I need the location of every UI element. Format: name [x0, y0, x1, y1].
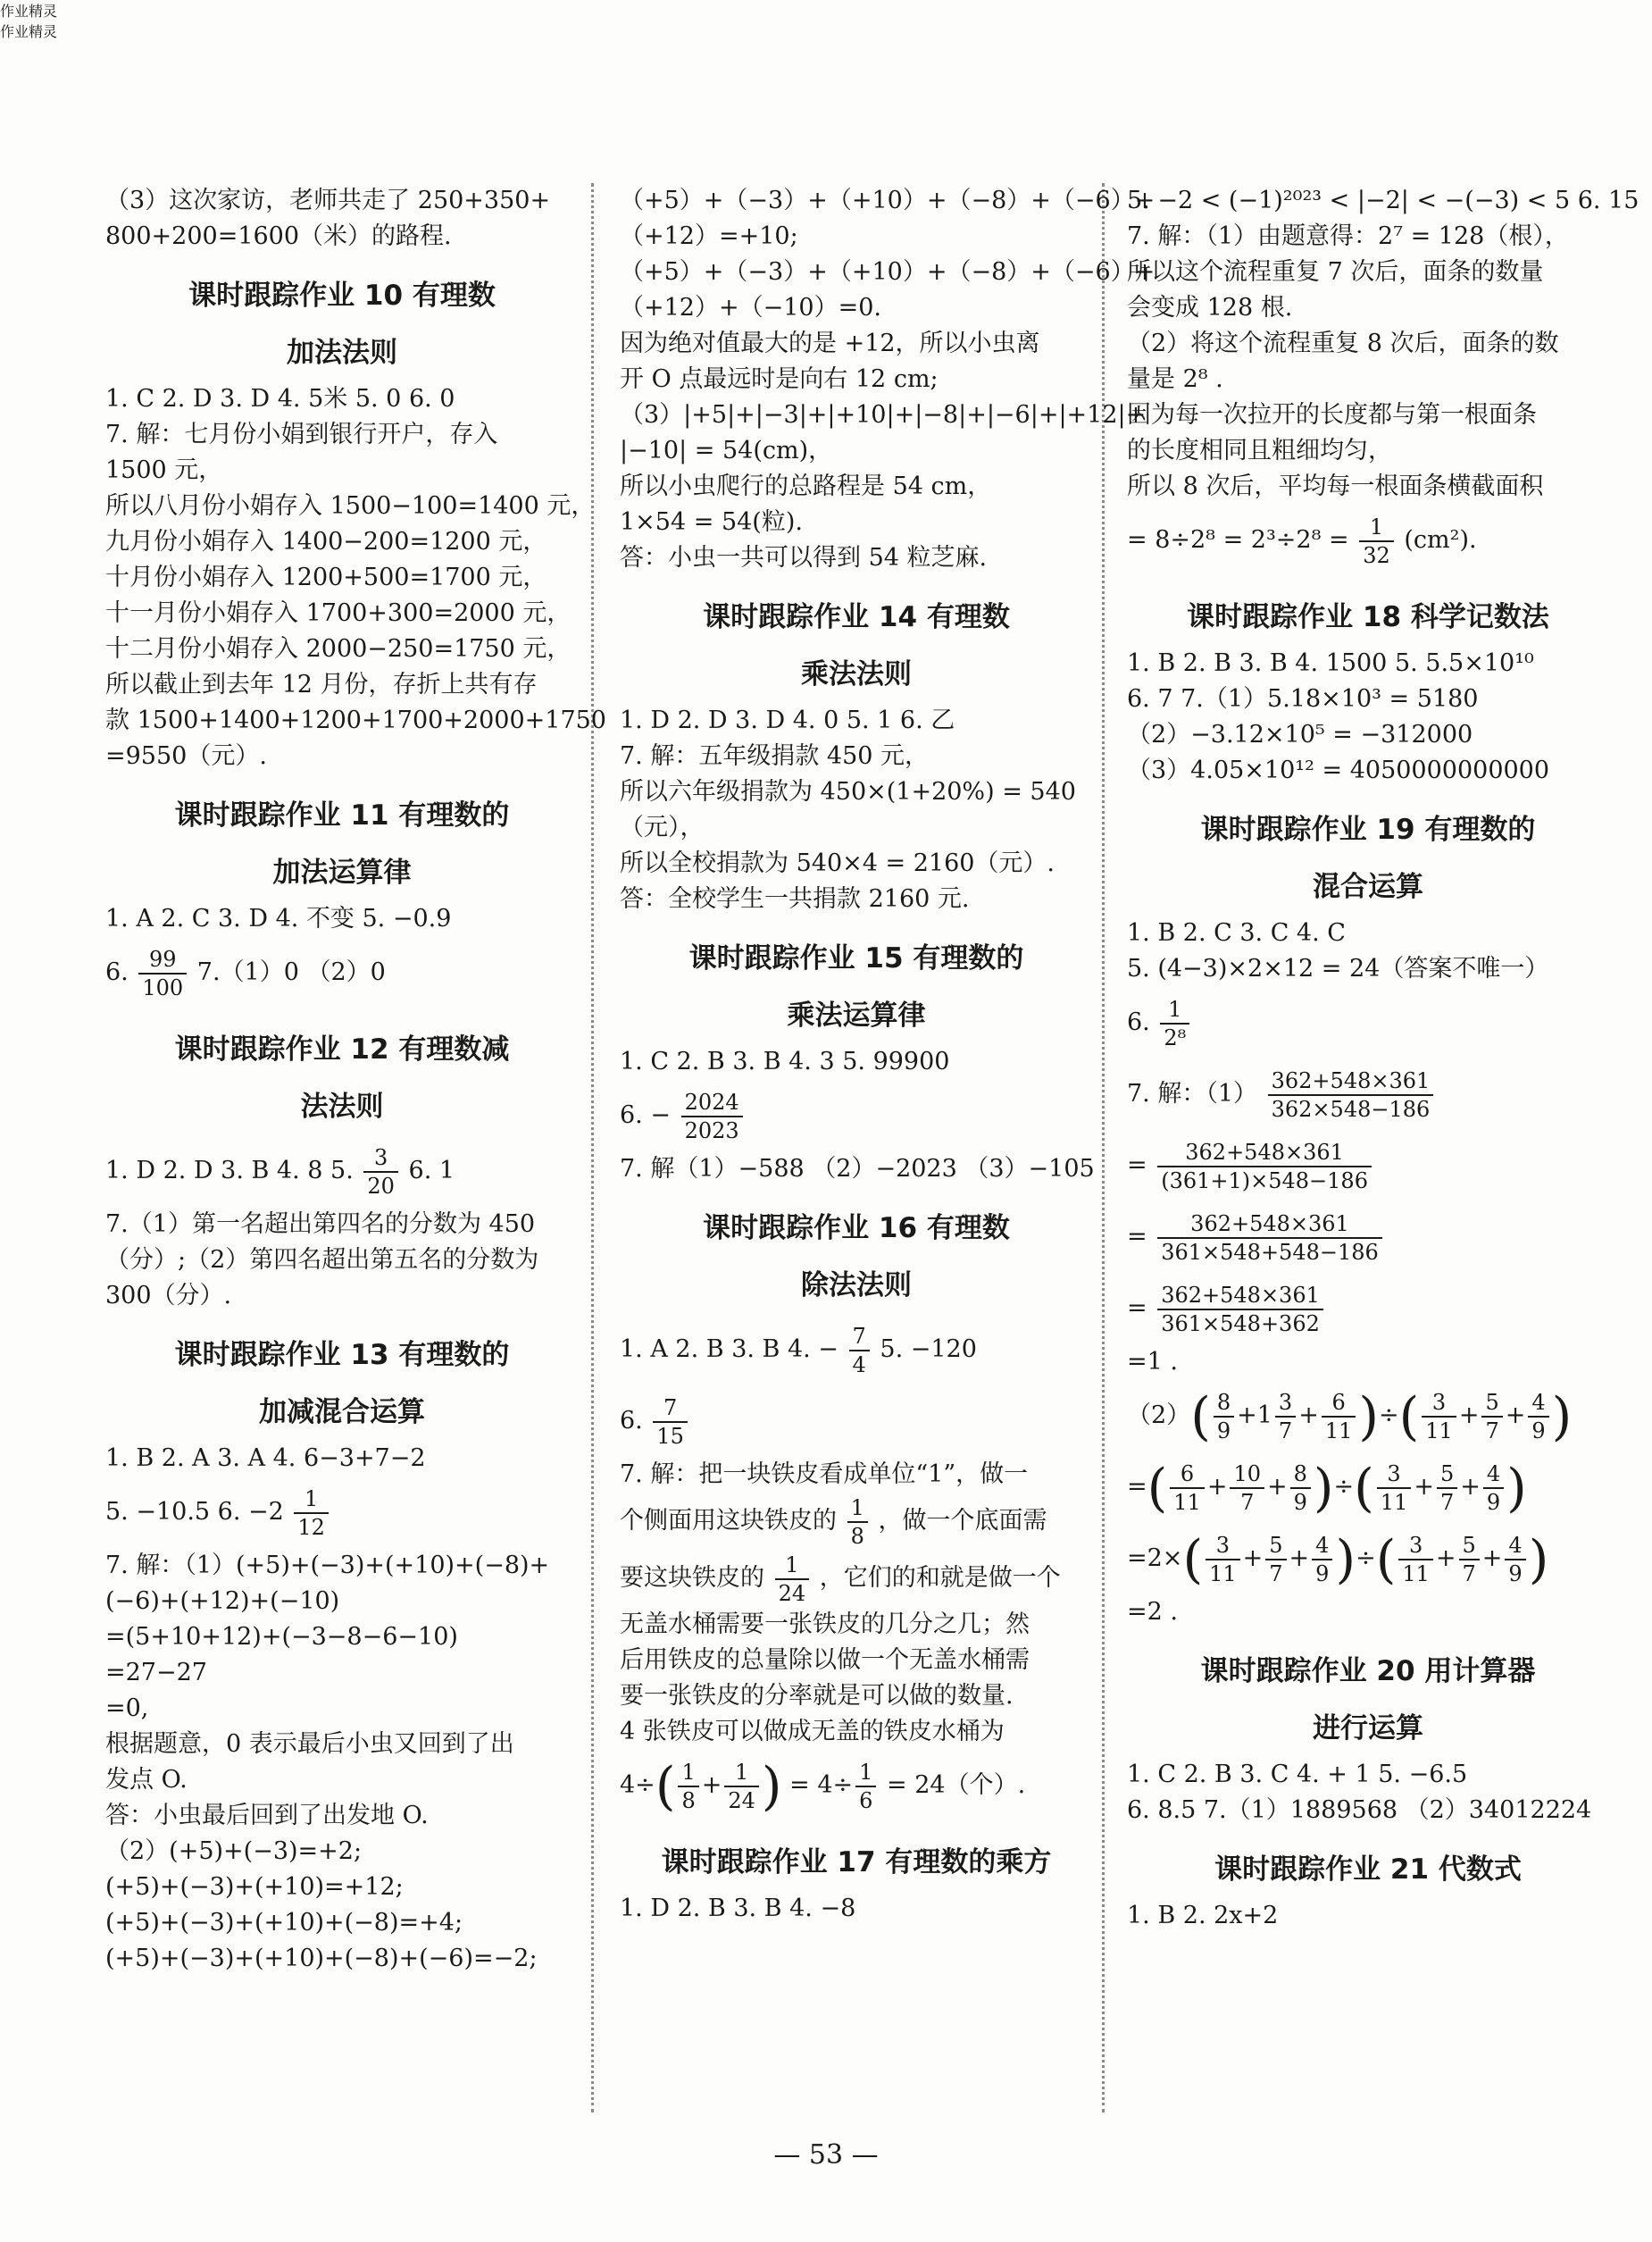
- text-line: 6. 7 7.（1）5.18×10³ = 5180: [1127, 685, 1479, 713]
- fraction: $\frac{6}{11}$: [1322, 1389, 1356, 1444]
- text-line: 无盖水桶需要一张铁皮的几分之几；然: [620, 1610, 1030, 1638]
- fraction: $\frac{1}{8}$: [847, 1494, 868, 1550]
- text-line: 1. B 2. A 3. A 4. 6−3+7−2: [105, 1444, 426, 1472]
- text-line: 1. D 2. D 3. D 4. 0 5. 1 6. 乙: [620, 707, 955, 734]
- section-heading: 加法法则: [287, 337, 397, 369]
- math-line: =2×( $\frac{3}{11}$ + $\frac{5}{7}$ + $\frac{4}{9}$ )÷( $\frac{3}{11}$ + $\frac{5}{7}$ + $\frac{4}{9}$ ): [1127, 1528, 1549, 1590]
- text-line: =9550（元）.: [105, 742, 267, 770]
- fraction: $\frac{362+548\times 361}{(361+1)\times 548-186}$: [1157, 1139, 1372, 1194]
- text-line: 十二月份小娟存入 2000−250=1750 元，: [105, 635, 572, 663]
- section-heading: 加减混合运算: [259, 1396, 425, 1428]
- section-heading: 混合运算: [1313, 871, 1423, 903]
- fraction: $\frac{3}{11}$: [1377, 1460, 1412, 1516]
- math-line: 6. − $\frac{2024}{2023}$: [620, 1080, 1093, 1151]
- text-line: （3）这次家访，老师共走了 250+350+: [105, 187, 551, 214]
- column-divider: [591, 183, 594, 2112]
- fraction: $\frac{2024}{2023}$: [681, 1089, 743, 1144]
- text-line: 量是 2⁸ .: [1127, 365, 1223, 393]
- text-line: 所以截止到去年 12 月份，存折上共有存: [105, 671, 538, 699]
- text-line: 九月份小娟存入 1400−200=1200 元，: [105, 528, 547, 556]
- fraction: $\frac{4}{9}$: [1528, 1389, 1548, 1444]
- fraction: $\frac{1}{6}$: [855, 1759, 876, 1814]
- text-line: 300（分）.: [105, 1282, 232, 1309]
- math-line: 5. −10.5 6. −2 $\frac{1}{12}$: [105, 1477, 579, 1548]
- text-line: （2）(+5)+(−3)=+2;: [105, 1837, 363, 1865]
- section-heading: 加法运算律: [272, 857, 412, 889]
- fraction: $\frac{5}{7}$: [1437, 1460, 1457, 1516]
- fraction: $\frac{7}{15}$: [653, 1394, 688, 1450]
- math-line: 1. A 2. B 3. B 4. − $\frac{7}{4}$ 5. −120: [620, 1323, 977, 1377]
- text-line: 7.（1）第一名超出第四名的分数为 450: [105, 1210, 536, 1238]
- math-line: 6. $\frac{7}{15}$: [620, 1385, 1093, 1457]
- math-line: 6. $\frac{1}{\text{2⁸}}$: [1127, 987, 1609, 1058]
- math-line: （2）( $\frac{8}{9}$ +1 $\frac{3}{7}$ + $\frac{6}{11}$ )÷( $\frac{3}{11}$ + $\frac{5}{7}$ + $\frac{4}{9}$ ): [1127, 1385, 1573, 1447]
- math-line: = $\frac{362+548\times 361}{361\times 548+548-186}$: [1127, 1201, 1609, 1273]
- text-line: |−10| = 54(cm)，: [620, 437, 833, 464]
- watermark-1: 作业精灵: [0, 3, 58, 20]
- text-line: 根据题意，0 表示最后小虫又回到了出: [105, 1730, 514, 1758]
- fraction: $\frac{1}{24}$: [724, 1759, 759, 1814]
- text-line: =(5+10+12)+(−3−8−6−10): [105, 1623, 458, 1651]
- text-line: 所以这个流程重复 7 次后，面条的数量: [1127, 258, 1544, 286]
- text-line: (−6)+(+12)+(−10): [105, 1587, 340, 1615]
- text-line: 所以小虫爬行的总路程是 54 cm，: [620, 473, 992, 500]
- text-line: 要一张铁皮的分率就是可以做的数量.: [620, 1682, 1014, 1710]
- text-line: （+5）+（−3）+（+10）+（−8）+（−6）+: [620, 258, 1156, 286]
- text-line: 1×54 = 54(粒).: [620, 508, 803, 536]
- section-heading: 进行运算: [1313, 1712, 1423, 1744]
- text-line: 6. 8.5 7.（1）1889568 （2）34012224: [1127, 1796, 1592, 1824]
- math-line: 要这块铁皮的 $\frac{1}{24}$ ，它们的和就是做一个: [620, 1552, 1061, 1606]
- fraction: $\frac{3}{11}$: [1422, 1389, 1456, 1444]
- text-line: 1. A 2. C 3. D 4. 不变 5. −0.9: [105, 905, 452, 933]
- text-line: 1. C 2. B 3. B 4. 3 5. 99900: [620, 1048, 950, 1075]
- section-heading: 课时跟踪作业 16 有理数: [703, 1212, 1010, 1244]
- text-line: （分）;（2）第四名超出第五名的分数为: [105, 1246, 539, 1274]
- math-line: =( $\frac{6}{11}$ + $\frac{10}{7}$ + $\frac{8}{9}$ )÷( $\frac{3}{11}$ + $\frac{5}{7}$ + $\frac{4}{9}$ ): [1127, 1457, 1527, 1518]
- text-line: （+12）=+10;: [620, 222, 798, 250]
- section-heading: 课时跟踪作业 13 有理数的: [174, 1339, 510, 1371]
- text-line: 7. 解：五年级捐款 450 元，: [620, 742, 930, 770]
- math-line: 6. $\frac{99}{100}$ 7.（1）0 （2）0: [105, 946, 386, 1000]
- math-line: 1. D 2. D 3. B 4. 8 5. $\frac{3}{20}$ 6. 1: [105, 1144, 455, 1199]
- math-line: = 8÷2⁸ = 2³÷2⁸ = $\frac{1}{32}$ (cm²).: [1127, 514, 1477, 568]
- section-heading: 课时跟踪作业 19 有理数的: [1200, 814, 1536, 846]
- column-2: [620, 183, 1156, 1927]
- text-line: 后用铁皮的总量除以做一个无盖水桶需: [620, 1646, 1030, 1674]
- fraction: $\frac{4}{9}$: [1312, 1532, 1332, 1587]
- text-line: =1 .: [1127, 1348, 1178, 1376]
- math-line: = $\frac{362+548\times 361}{361\times 548+362}$: [1127, 1273, 1609, 1344]
- text-line: 会变成 128 根.: [1127, 294, 1293, 322]
- fraction: $\frac{8}{9}$: [1290, 1460, 1311, 1516]
- text-line: （2）−3.12×10⁵ = −312000: [1127, 721, 1473, 749]
- text-line: 因为每一次拉开的长度都与第一根面条: [1127, 401, 1537, 429]
- fraction: $\frac{8}{9}$: [1214, 1389, 1234, 1444]
- fraction: $\frac{3}{11}$: [1398, 1532, 1433, 1587]
- fraction: $\frac{1}{32}$: [1359, 514, 1394, 569]
- section-heading: 课时跟踪作业 12 有理数减: [174, 1033, 510, 1066]
- text-line: =2 .: [1127, 1598, 1178, 1626]
- text-line: 答：全校学生一共捐款 2160 元.: [620, 885, 970, 913]
- text-line: 5. (4−3)×2×12 = 24（答案不唯一）: [1127, 955, 1549, 983]
- text-line: 款 1500+1400+1200+1700+2000+1750: [105, 707, 606, 734]
- fraction: $\frac{3}{20}$: [363, 1144, 398, 1200]
- fraction: $\frac{4}{9}$: [1483, 1460, 1504, 1516]
- fraction: $\frac{1}{12}$: [294, 1485, 329, 1541]
- text-line: 的长度相同且粗细均匀，: [1127, 437, 1392, 464]
- fraction: $\frac{5}{7}$: [1265, 1532, 1286, 1587]
- section-heading: 乘法运算律: [787, 1000, 926, 1032]
- text-line: =27−27: [105, 1659, 207, 1686]
- section-heading: 课时跟踪作业 10 有理数: [188, 280, 496, 312]
- text-line: 十月份小娟存入 1200+500=1700 元，: [105, 564, 547, 591]
- fraction: $\frac{4}{9}$: [1505, 1532, 1525, 1587]
- text-line: 7. 解：七月份小娟到银行开户，存入: [105, 421, 498, 448]
- text-line: 1. B 2. C 3. C 4. C: [1127, 919, 1346, 947]
- text-line: （+12）+（−10）=0.: [620, 294, 881, 322]
- math-line: 个侧面用这块铁皮的 $\frac{1}{8}$ ，做一个底面需: [620, 1494, 1047, 1549]
- text-line: 7. 解（1）−588 （2）−2023 （3）−105: [620, 1155, 1095, 1183]
- text-line: =0,: [105, 1694, 149, 1722]
- text-line: 1. D 2. B 3. B 4. −8: [620, 1895, 856, 1922]
- text-line: （2）将这个流程重复 8 次后，面条的数: [1127, 330, 1559, 357]
- fraction: $\frac{362+548\times 361}{361\times 548+548-186}$: [1157, 1210, 1382, 1266]
- text-line: 所以八月份小娟存入 1500−100=1400 元，: [105, 492, 596, 520]
- fraction: $\frac{1}{\text{2⁸}}$: [1160, 996, 1189, 1051]
- text-line: 1. C 2. B 3. C 4. + 1 5. −6.5: [1127, 1761, 1468, 1788]
- text-line: 7. 解：（1）由题意得：2⁷ = 128（根），: [1127, 222, 1569, 250]
- text-line: 开 O 点最远时是向右 12 cm;: [620, 365, 939, 393]
- section-heading: 除法法则: [801, 1269, 912, 1301]
- text-line: 1. B 2. 2x+2: [1127, 1902, 1279, 1929]
- text-line: 1. C 2. D 3. D 4. 5米 5. 0 6. 0: [105, 385, 455, 413]
- text-line: 所以 8 次后，平均每一根面条横截面积: [1127, 473, 1544, 500]
- text-line: (+5)+(−3)+(+10)=+12;: [105, 1873, 404, 1901]
- text-line: 5. −2 < (−1)²⁰²³ < |−2| < −(−3) < 5 6. 15: [1127, 187, 1639, 214]
- section-heading: 课时跟踪作业 18 科学记数法: [1187, 601, 1549, 633]
- text-line: 十一月份小娟存入 1700+300=2000 元，: [105, 599, 572, 627]
- text-line: 答：小虫一共可以得到 54 粒芝麻.: [620, 544, 988, 572]
- text-line: 因为绝对值最大的是 +12，所以小虫离: [620, 330, 1040, 357]
- text-line: （元），: [620, 814, 705, 841]
- section-heading: 课时跟踪作业 11 有理数的: [174, 799, 510, 832]
- column-3: [1127, 183, 1639, 1934]
- fraction: $\frac{99}{100}$: [138, 946, 187, 1001]
- text-line: 1. B 2. B 3. B 4. 1500 5. 5.5×10¹⁰: [1127, 649, 1534, 677]
- fraction: $\frac{362+548\times 361}{362\times 548-186}$: [1268, 1067, 1434, 1123]
- column-1: [105, 183, 606, 1977]
- text-line: （3）|+5|+|−3|+|+10|+|−8|+|−6|+|+12|+: [620, 401, 1147, 429]
- text-line: 答：小虫最后回到了出发地 O.: [105, 1802, 429, 1829]
- fraction: $\frac{362+548\times 361}{361\times 548+362}$: [1157, 1282, 1323, 1337]
- section-heading: 课时跟踪作业 17 有理数的乘方: [661, 1846, 1052, 1878]
- section-heading: 课时跟踪作业 21 代数式: [1214, 1853, 1522, 1886]
- fraction: $\frac{10}{7}$: [1230, 1460, 1264, 1516]
- fraction: $\frac{5}{7}$: [1459, 1532, 1480, 1587]
- math-line: 4÷( $\frac{1}{8}$ + $\frac{1}{24}$ ) = 4÷ $\frac{1}{6}$ = 24（个）.: [620, 1755, 1026, 1817]
- watermark-2: 作业精灵: [0, 23, 58, 40]
- text-line: 所以全校捐款为 540×4 = 2160（元）.: [620, 849, 1055, 877]
- fraction: $\frac{6}{11}$: [1170, 1460, 1205, 1516]
- page-number: — 53 —: [773, 2139, 879, 2171]
- section-heading: 课时跟踪作业 15 有理数的: [688, 942, 1024, 975]
- math-line: = $\frac{362+548\times 361}{(361+1)\times 548-186}$: [1127, 1130, 1609, 1201]
- column-divider: [1102, 183, 1105, 2112]
- text-line: 4 张铁皮可以做成无盖的铁皮水桶为: [620, 1718, 1005, 1745]
- text-line: (+5)+(−3)+(+10)+(−8)=+4;: [105, 1909, 463, 1937]
- section-heading: 法法则: [300, 1091, 384, 1123]
- fraction: $\frac{5}{7}$: [1481, 1389, 1502, 1444]
- text-line: 7. 解：（1）(+5)+(−3)+(+10)+(−8)+: [105, 1552, 550, 1579]
- fraction: $\frac{1}{8}$: [678, 1759, 698, 1814]
- section-heading: 乘法法则: [801, 658, 912, 690]
- text-line: （3）4.05×10¹² = 4050000000000: [1127, 757, 1550, 784]
- fraction: $\frac{3}{7}$: [1275, 1389, 1296, 1444]
- math-line: 7. 解：（1） $\frac{362+548\times 361}{362\times 548-186}$: [1127, 1058, 1609, 1130]
- fraction: $\frac{7}{4}$: [849, 1323, 870, 1378]
- text-line: (+5)+(−3)+(+10)+(−8)+(−6)=−2;: [105, 1945, 538, 1972]
- text-line: 所以六年级捐款为 450×(1+20%) = 540: [620, 778, 1076, 806]
- section-heading: 课时跟踪作业 14 有理数: [703, 601, 1010, 633]
- section-heading: 课时跟踪作业 20 用计算器: [1200, 1655, 1536, 1687]
- text-line: 800+200=1600（米）的路程.: [105, 222, 452, 250]
- text-line: 1500 元，: [105, 456, 223, 484]
- text-line: 7. 解：把一块铁皮看成单位“1”，做一: [620, 1460, 1029, 1488]
- fraction: $\frac{1}{24}$: [775, 1552, 810, 1607]
- text-line: 发点 O.: [105, 1766, 188, 1794]
- fraction: $\frac{3}{11}$: [1206, 1532, 1240, 1587]
- text-line: （+5）+（−3）+（+10）+（−8）+（−6）+: [620, 187, 1156, 214]
